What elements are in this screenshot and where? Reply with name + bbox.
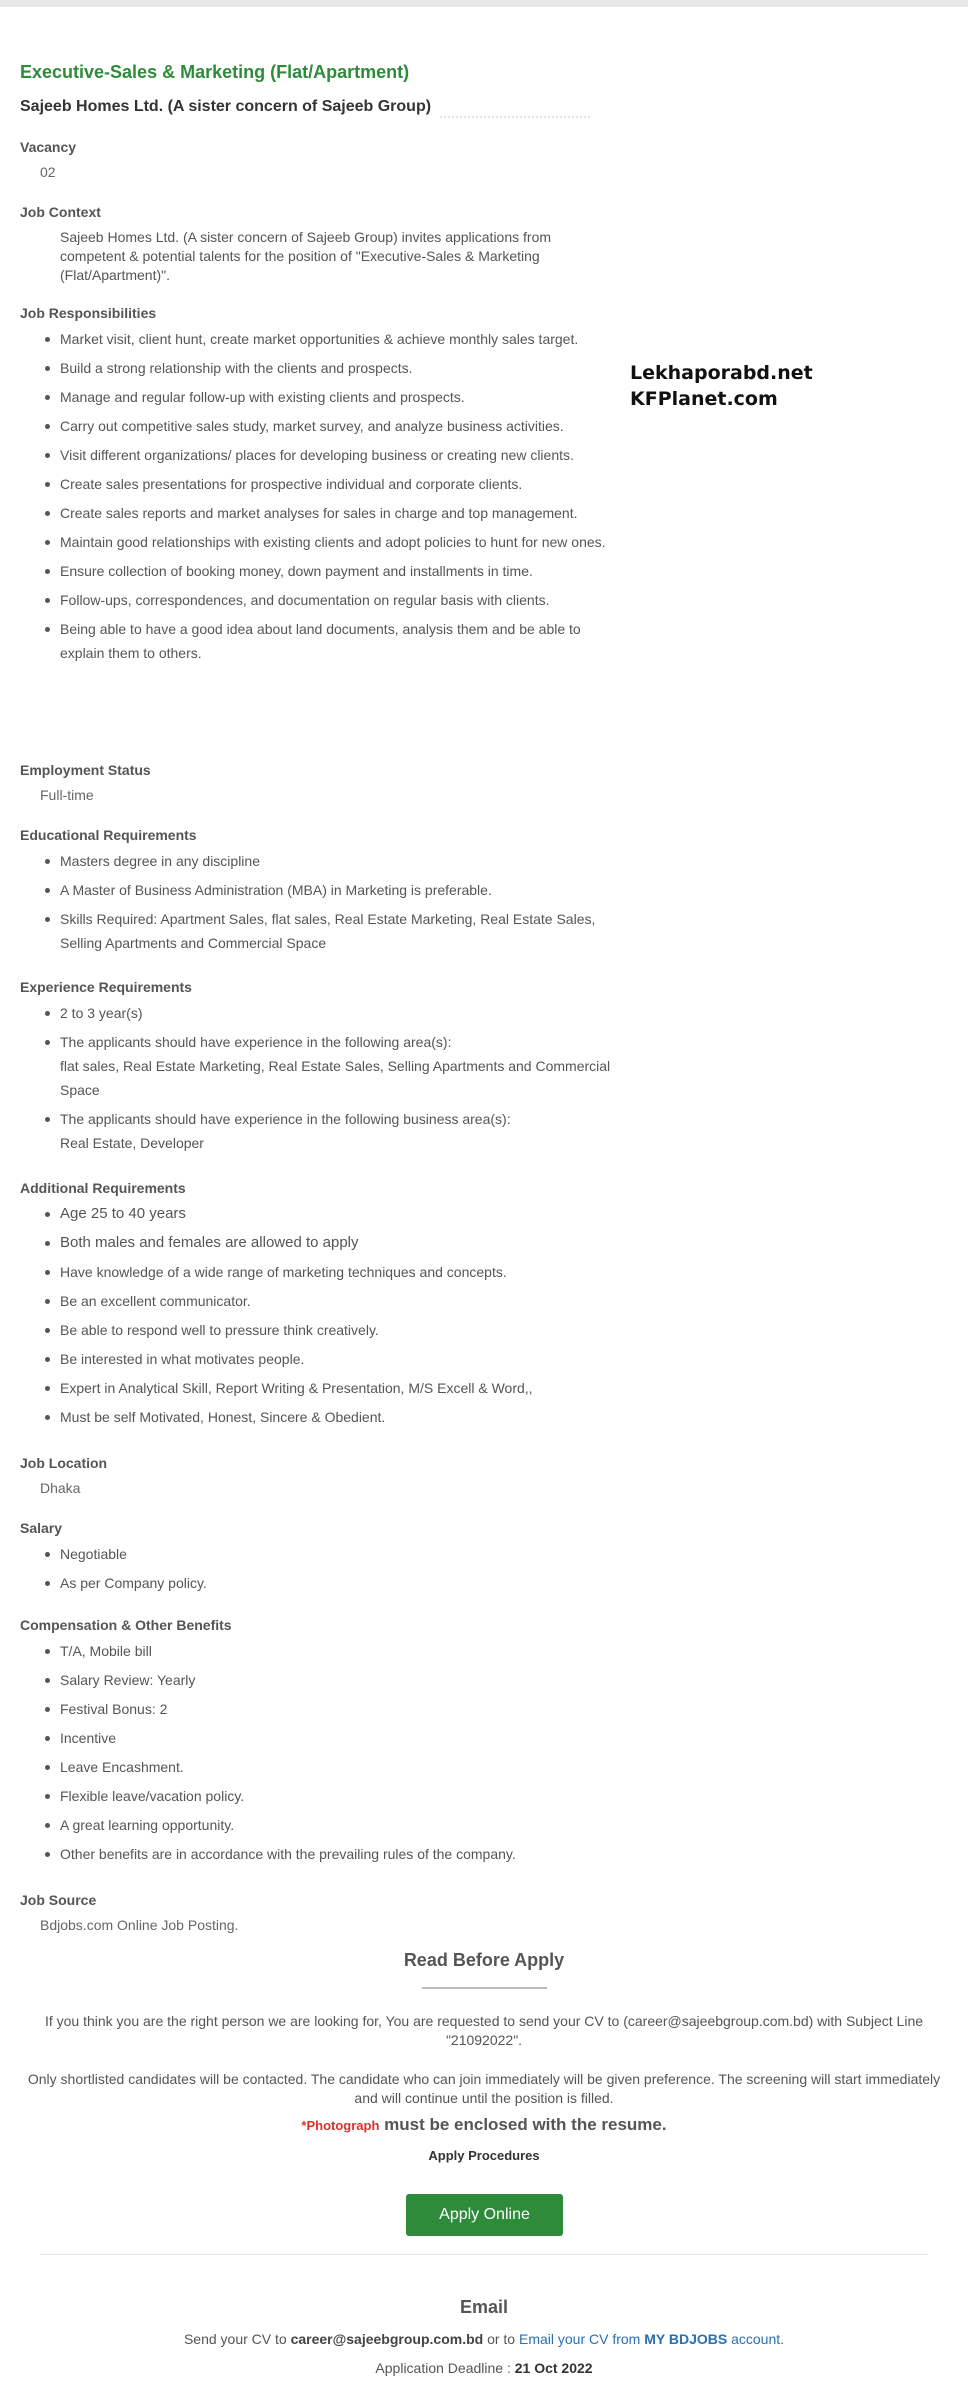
business-areas: Real Estate, Developer [60,1135,204,1151]
section-divider [40,2254,928,2255]
job-title: Executive-Sales & Marketing (Flat/Apartment) [20,62,410,82]
read-before-apply-title: Read Before Apply [403,1950,565,1970]
list-item: Create sales reports and market analyses for sales in charge and top management. [0,501,620,525]
business-area-intro: The applicants should have experience in the following business area(s): [60,1111,511,1127]
send-cv-line [20,2331,948,2347]
employment-value: Full-time [40,787,94,803]
title-underline [422,1987,547,1989]
list-item: Must be self Motivated, Honest, Sincere & Obedient. [0,1405,620,1429]
responsibilities-list [0,327,620,670]
period: . [780,2331,785,2347]
salary-list [0,1542,620,1600]
list-item: Be able to respond well to pressure think creatively. [0,1318,620,1342]
company-name: Sajeeb Homes Ltd. (A sister concern of Sajeeb Group) [20,98,432,115]
additional-heading: Additional Requirements [20,1180,186,1196]
list-item: Festival Bonus: 2 [0,1697,620,1721]
salary-heading: Salary [20,1520,63,1536]
photograph-note [20,2115,948,2135]
list-item: Salary Review: Yearly [0,1668,620,1692]
location-heading: Job Location [20,1455,108,1471]
list-item: Age 25 to 40 years [0,1202,620,1226]
list-item: Incentive [0,1726,620,1750]
list-item: Manage and regular follow-up with existing clients and prospects. [0,385,620,409]
job-context-text: Sajeeb Homes Ltd. (A sister concern of Sajeeb Group) invites applications from competent & potential talents for the position of "Executive-Sales & Marketing (Flat/Apartment)". [60,229,552,283]
email-cv-link[interactable] [519,2331,780,2347]
top-bar [0,0,968,7]
employment-heading: Employment Status [20,762,151,778]
photograph-text: must be enclosed with the resume. [379,2115,667,2134]
apply-procedures-heading: Apply Procedures [428,2148,540,2163]
list-item: Create sales presentations for prospective individual and corporate clients. [0,472,620,496]
link-suffix: account [727,2331,781,2347]
list-item: Other benefits are in accordance with the prevailing rules of the company. [0,1842,620,1866]
experience-list [0,1001,620,1160]
education-list [0,849,620,960]
list-item: A Master of Business Administration (MBA) in Marketing is preferable. [0,878,620,902]
list-item: Visit different organizations/ places for developing business or creating new clients. [0,443,620,467]
email-title: Email [459,2297,509,2317]
list-item: Being able to have a good idea about land documents, analysis them and be able to explain them to others. [0,617,620,665]
watermark-line-1: Lekhaporabd.net [630,362,813,384]
experience-areas: flat sales, Real Estate Marketing, Real Estate Sales, Selling Apartments and Commercial Space [60,1058,611,1098]
source-value: Bdjobs.com Online Job Posting. [40,1917,239,1933]
list-item: Both males and females are allowed to apply [0,1231,620,1255]
or-to-text: or to [483,2331,519,2347]
benefits-heading: Compensation & Other Benefits [20,1617,232,1633]
list-item: Negotiable [0,1542,620,1566]
list-item: Have knowledge of a wide range of marketing techniques and concepts. [0,1260,620,1284]
list-item: Masters degree in any discipline [0,849,620,873]
list-item [0,1030,620,1102]
deadline-label: Application Deadline : [375,2360,515,2376]
watermark-line-2: KFPlanet.com [630,388,778,410]
link-brand: MY BDJOBS [644,2331,728,2347]
application-deadline [20,2360,948,2376]
link-prefix: Email your CV from [518,2331,645,2347]
list-item: Ensure collection of booking money, down payment and installments in time. [0,559,620,583]
vacancy-heading: Vacancy [20,139,77,155]
list-item: A great learning opportunity. [0,1813,620,1837]
photograph-label: *Photograph [301,2118,380,2133]
list-item: Follow-ups, correspondences, and documentation on regular basis with clients. [0,588,620,612]
list-item: Be an excellent communicator. [0,1289,620,1313]
list-item: T/A, Mobile bill [0,1639,620,1663]
list-item: Leave Encashment. [0,1755,620,1779]
job-context-heading: Job Context [20,204,101,220]
experience-heading: Experience Requirements [20,979,192,995]
send-prefix: Send your CV to [183,2331,291,2347]
deadline-date: 21 Oct 2022 [514,2360,593,2376]
apply-notice-2: Only shortlisted candidates will be contacted. The candidate who can join immediately will be given preference. The screening will start immediately and will continue until the position is filled. [27,2071,941,2106]
list-item: Build a strong relationship with the clients and prospects. [0,356,620,380]
list-item: Market visit, client hunt, create market opportunities & achieve monthly sales target. [0,327,620,351]
list-item [0,1107,620,1155]
vacancy-value: 02 [40,164,56,180]
location-value: Dhaka [40,1480,81,1496]
list-item: Carry out competitive sales study, market survey, and analyze business activities. [0,414,620,438]
list-item: Flexible leave/vacation policy. [0,1784,620,1808]
list-item: Expert in Analytical Skill, Report Writing & Presentation, M/S Excell & Word,, [0,1376,620,1400]
benefits-list [0,1639,620,1871]
email-address: career@sajeebgroup.com.bd [290,2331,484,2347]
experience-area-intro: The applicants should have experience in the following area(s): [60,1034,452,1050]
additional-list [0,1202,620,1434]
responsibilities-heading: Job Responsibilities [20,305,157,321]
faint-divider [440,116,590,122]
apply-notice-1: If you think you are the right person we are looking for, You are requested to send your CV to (career@sajeebgroup.com.bd) with Subject Line "21092022". [44,2013,924,2048]
list-item: As per Company policy. [0,1571,620,1595]
source-heading: Job Source [20,1892,97,1908]
list-item: 2 to 3 year(s) [0,1001,620,1025]
list-item: Skills Required: Apartment Sales, flat sales, Real Estate Marketing, Real Estate Sales, Selling Apartments and Commercial Space [0,907,620,955]
list-item: Maintain good relationships with existing clients and adopt policies to hunt for new ones. [0,530,620,554]
list-item: Be interested in what motivates people. [0,1347,620,1371]
education-heading: Educational Requirements [20,827,197,843]
apply-online-button[interactable]: Apply Online [406,2194,563,2236]
